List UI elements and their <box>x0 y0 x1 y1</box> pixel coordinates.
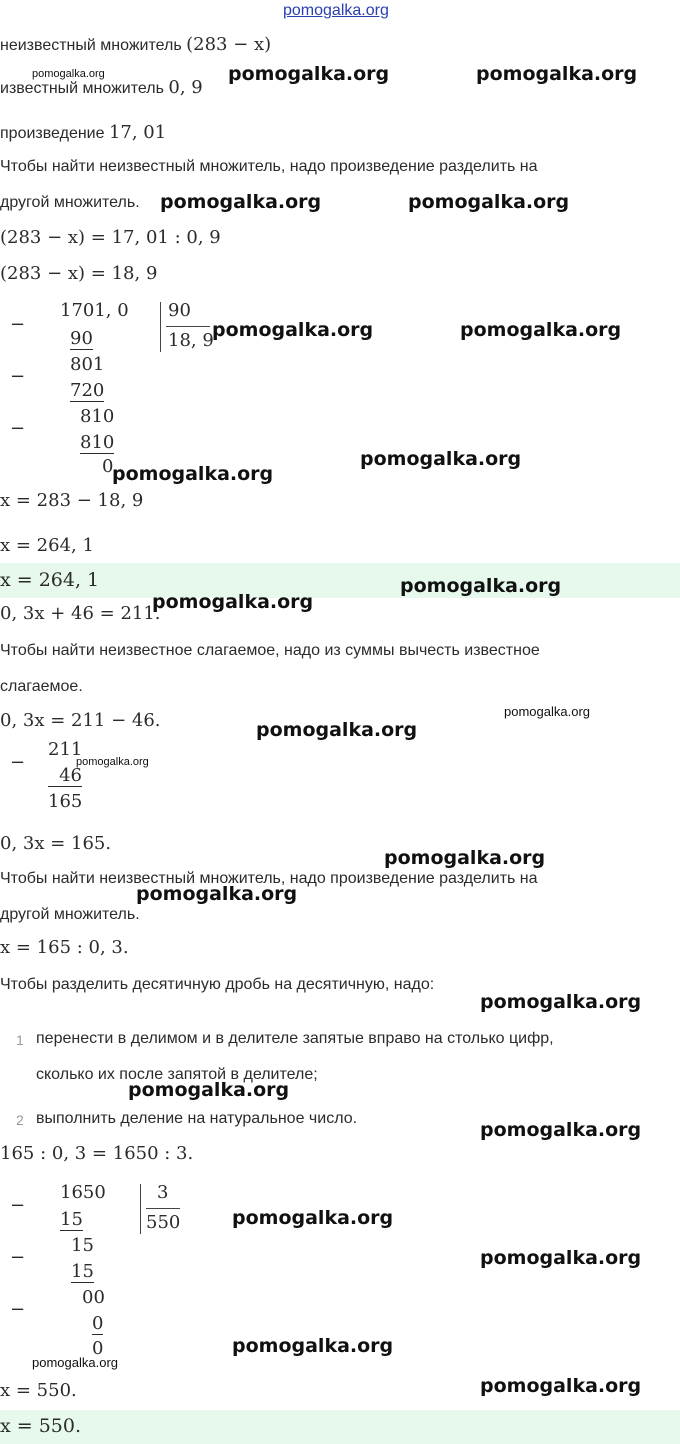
division-line <box>146 1208 180 1209</box>
list-number: 1 <box>16 1032 24 1048</box>
watermark: pomogalka.org <box>400 575 562 597</box>
division-bar <box>140 1184 141 1234</box>
text-line <box>0 122 166 143</box>
watermark: pomogalka.org <box>136 883 298 905</box>
watermark: pomogalka.org <box>112 463 274 485</box>
minus-sign: − <box>10 1299 26 1320</box>
watermark: pomogalka.org <box>504 704 590 719</box>
watermark: pomogalka.org <box>476 63 638 85</box>
remainder: 0 <box>102 456 114 477</box>
watermark: pomogalka.org <box>408 191 570 213</box>
answer: x = 264, 1 <box>0 569 100 591</box>
watermark: pomogalka.org <box>160 191 322 213</box>
equation: x = 264, 1 <box>0 535 94 556</box>
list-item-continuation: сколько их после запятой в делителе; <box>36 1066 318 1083</box>
watermark: pomogalka.org <box>460 319 622 341</box>
watermark: pomogalka.org <box>360 448 522 470</box>
equation: (283 − x) = 17, 01 : 0, 9 <box>0 227 221 248</box>
math-expression: (283 − x) <box>186 34 272 55</box>
subtrahend: 15 <box>71 1261 94 1282</box>
list-item: выполнить деление на натуральное число. <box>36 1110 358 1127</box>
label-known-factor: известный множитель <box>0 80 169 97</box>
watermark: pomogalka.org <box>384 847 546 869</box>
equation: 0, 3x = 211 − 46. <box>0 710 161 731</box>
text-line <box>0 77 203 98</box>
watermark: pomogalka.org <box>32 1355 118 1370</box>
watermark: pomogalka.org <box>480 1375 642 1397</box>
minus-sign: − <box>10 366 26 387</box>
minus-sign: − <box>10 1247 26 1268</box>
remainder: 00 <box>82 1287 105 1308</box>
math-expression: 0, 9 <box>168 77 203 98</box>
watermark: pomogalka.org <box>32 68 105 80</box>
minus-sign: − <box>10 418 26 439</box>
equation: x = 550. <box>0 1380 77 1401</box>
rule-text: слагаемое. <box>0 678 83 695</box>
watermark: pomogalka.org <box>480 1247 642 1269</box>
watermark: pomogalka.org <box>480 991 642 1013</box>
rule-text: Чтобы найти неизвестный множитель, надо произведение разделить на <box>0 870 538 887</box>
division-line <box>166 326 210 327</box>
division-bar <box>160 302 161 352</box>
equation: x = 165 : 0, 3. <box>0 937 129 958</box>
subtrahend: 720 <box>70 380 105 401</box>
list-item: перенести в делимом и в делителе запятые вправо на столько цифр, <box>36 1030 554 1047</box>
subtrahend: 0 <box>92 1313 104 1334</box>
site-header-link[interactable]: pomogalka.org <box>283 2 389 19</box>
text-line <box>0 34 271 55</box>
divisor: 3 <box>157 1182 169 1203</box>
answer-highlight <box>0 1410 680 1444</box>
quotient: 550 <box>146 1212 181 1233</box>
subtrahend: 90 <box>70 328 93 349</box>
dividend: 1701, 0 <box>60 300 129 321</box>
watermark: pomogalka.org <box>152 591 314 613</box>
rule-text: Чтобы найти неизвестный множитель, надо произведение разделить на <box>0 158 538 175</box>
equation: (283 − x) = 18, 9 <box>0 263 158 284</box>
label-product: произведение <box>0 125 109 142</box>
answer-highlight <box>0 563 680 598</box>
minuend: 211 <box>48 739 83 760</box>
watermark: pomogalka.org <box>76 756 149 768</box>
watermark: pomogalka.org <box>128 1079 290 1101</box>
equation: 165 : 0, 3 = 1650 : 3. <box>0 1143 194 1164</box>
equation: 0, 3x = 165. <box>0 833 112 854</box>
subtrahend: 15 <box>60 1209 83 1230</box>
watermark: pomogalka.org <box>228 63 390 85</box>
remainder: 0 <box>92 1338 104 1359</box>
minus-sign: − <box>10 752 26 773</box>
answer: x = 550. <box>0 1415 82 1437</box>
subtrahend: 810 <box>80 432 115 453</box>
list-number: 2 <box>16 1112 24 1128</box>
divisor: 90 <box>168 300 191 321</box>
math-expression: 17, 01 <box>108 122 167 143</box>
equation: 0, 3x + 46 = 211. <box>0 603 161 624</box>
minus-sign: − <box>10 314 26 335</box>
watermark: pomogalka.org <box>256 719 418 741</box>
equation: x = 283 − 18, 9 <box>0 490 144 511</box>
rule-text: Чтобы найти неизвестное слагаемое, надо из суммы вычесть известное <box>0 642 540 659</box>
rule-text: другой множитель. <box>0 194 140 211</box>
difference: 165 <box>48 791 83 812</box>
remainder: 810 <box>80 406 115 427</box>
rule-text: Чтобы разделить десятичную дробь на десятичную, надо: <box>0 976 435 993</box>
minus-sign: − <box>10 1195 26 1216</box>
remainder: 801 <box>70 354 105 375</box>
label-unknown-factor: неизвестный множитель <box>0 37 187 54</box>
watermark: pomogalka.org <box>232 1335 394 1357</box>
watermark: pomogalka.org <box>480 1119 642 1141</box>
remainder: 15 <box>71 1235 94 1256</box>
watermark: pomogalka.org <box>232 1207 394 1229</box>
subtrahend: 46 <box>48 765 82 787</box>
rule-text: другой множитель. <box>0 906 140 923</box>
quotient: 18, 9 <box>168 330 214 351</box>
dividend: 1650 <box>60 1182 106 1203</box>
watermark: pomogalka.org <box>212 319 374 341</box>
